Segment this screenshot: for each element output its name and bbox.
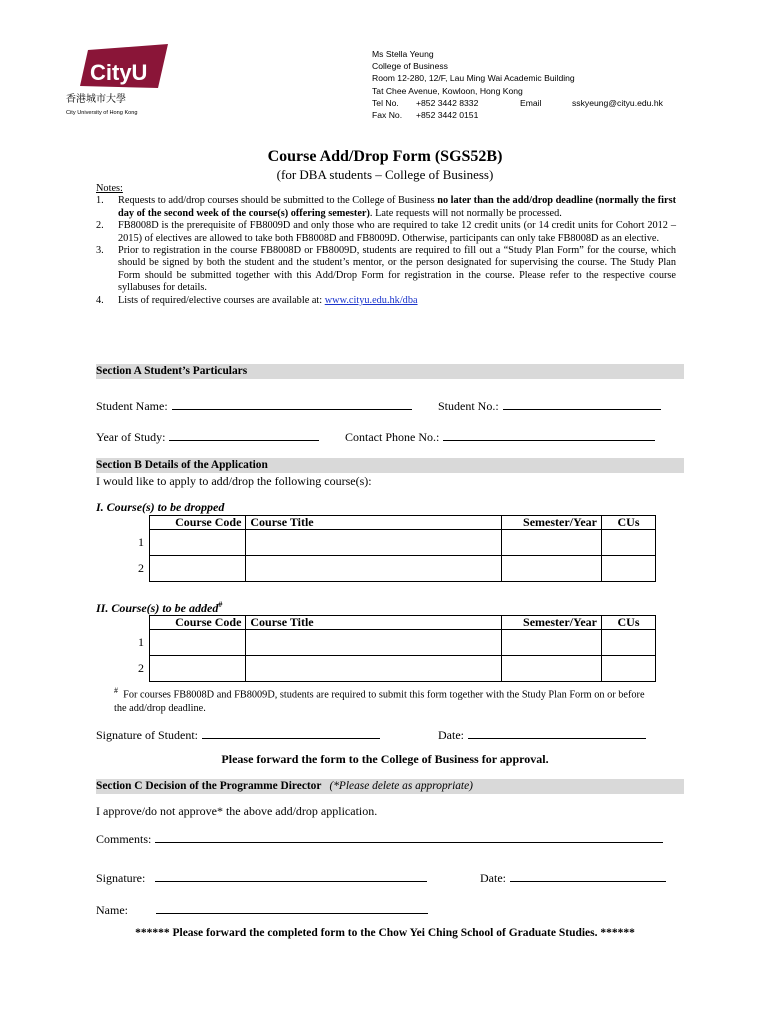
cus-cell[interactable] xyxy=(602,530,656,556)
notes xyxy=(96,183,676,307)
course-code-cell[interactable] xyxy=(150,630,246,656)
email-value[interactable]: sskyeung@cityu.edu.hk xyxy=(572,97,663,108)
added-courses-table xyxy=(114,615,656,682)
row-number: 1 xyxy=(114,630,150,656)
dropped-header-row xyxy=(114,516,656,530)
row-number: 2 xyxy=(114,556,150,582)
student-date-field[interactable]: Date: xyxy=(438,727,646,743)
row-number: 1 xyxy=(114,530,150,556)
table-row xyxy=(114,556,656,582)
pd-name-field[interactable]: Name: xyxy=(96,902,428,918)
semester-year-cell[interactable] xyxy=(502,530,602,556)
col-course-code: Course Code xyxy=(150,516,246,530)
cus-cell[interactable] xyxy=(602,630,656,656)
contact-phone-line[interactable] xyxy=(443,429,655,441)
semester-year-cell[interactable] xyxy=(502,656,602,682)
course-code-cell[interactable] xyxy=(150,656,246,682)
contact-block xyxy=(372,48,663,121)
col-course-title: Course Title xyxy=(246,616,502,630)
note-item-2: 2. FB8008D is the prerequisite of FB8009D and only those who are required to take 12 credit units (or 14 credit units for Cohort 2012 – 2015) of electives are allowed to take both FB8008D and FB8009D. Otherwise, participants can only take FB8008D as an elective. xyxy=(96,220,676,244)
contact-tel-row xyxy=(372,97,663,109)
dba-link[interactable]: www.cityu.edu.hk/dba xyxy=(324,294,418,306)
note-item-1: 1. Requests to add/drop courses should be submitted to the College of Business no later than the add/drop deadline (normally the first day of the second week of the course(s) offering semester). Late requests will not normally be processed. xyxy=(96,195,676,219)
year-of-study-line[interactable] xyxy=(169,429,319,441)
student-no-field[interactable]: Student No.: xyxy=(438,398,661,414)
cityu-logo xyxy=(66,44,174,120)
semester-year-cell[interactable] xyxy=(502,556,602,582)
contact-dept: College of Business xyxy=(372,61,448,72)
contact-fax-row xyxy=(372,109,663,121)
semester-year-cell[interactable] xyxy=(502,630,602,656)
cus-cell[interactable] xyxy=(602,656,656,682)
student-date-line[interactable] xyxy=(468,727,646,739)
email-label: Email xyxy=(520,97,542,108)
fax-value: +852 3442 0151 xyxy=(416,110,479,121)
contact-name: Ms Stella Yeung xyxy=(372,49,434,59)
course-code-cell[interactable] xyxy=(150,556,246,582)
contact-phone-field[interactable]: Contact Phone No.: xyxy=(345,429,655,445)
course-title-cell[interactable] xyxy=(246,630,502,656)
note-item-3: 3. Prior to registration in the course FB8008D or FB8009D, students are required to fill out a “Study Plan Form” for the course, which should be signed by both the student and the student’s mentor, or the person designated for supervising the course. The Study Plan Form should be submitted together with this Add/Drop Form for registration in the course. Please refer to the respective course syllabuses for details. xyxy=(96,245,676,294)
form-subtitle: (for DBA students – College of Business) xyxy=(276,167,494,182)
forward-note: Please forward the form to the College of Business for approval. xyxy=(221,752,549,766)
fax-label: Fax No. xyxy=(372,110,403,121)
pd-name-line[interactable] xyxy=(156,902,428,914)
dropped-heading: I. Course(s) to be dropped xyxy=(96,500,225,514)
section-a-header: Section A Student’s Particulars xyxy=(96,364,684,379)
approve-statement: I approve/do not approve* the above add/drop application. xyxy=(96,804,378,818)
pd-signature-line[interactable] xyxy=(155,870,427,882)
course-code-cell[interactable] xyxy=(150,530,246,556)
table-row xyxy=(114,530,656,556)
course-title-cell[interactable] xyxy=(246,656,502,682)
course-title-cell[interactable] xyxy=(246,530,502,556)
table-row xyxy=(114,630,656,656)
logo-english: City University of Hong Kong xyxy=(66,110,138,116)
cus-cell[interactable] xyxy=(602,556,656,582)
col-course-title: Course Title xyxy=(246,516,502,530)
comments-field[interactable]: Comments: xyxy=(96,831,663,847)
section-c-header: Section C Decision of the Programme Director (*Please delete as appropriate) xyxy=(96,779,684,794)
course-title-cell[interactable] xyxy=(246,556,502,582)
logo-text: CityU xyxy=(90,60,148,85)
student-signature-field[interactable]: Signature of Student: xyxy=(96,727,380,743)
col-cus: CUs xyxy=(602,616,656,630)
contact-address: Tat Chee Avenue, Kowloon, Hong Kong xyxy=(372,85,523,96)
col-cus: CUs xyxy=(602,516,656,530)
student-name-field[interactable]: Student Name: xyxy=(96,398,412,414)
dropped-courses-table xyxy=(114,515,656,582)
row-number: 2 xyxy=(114,656,150,682)
section-b-intro: I would like to apply to add/drop the following course(s): xyxy=(96,474,372,488)
notes-list xyxy=(96,195,676,307)
col-semester-year: Semester/Year xyxy=(502,516,602,530)
section-b-header: Section B Details of the Application xyxy=(96,458,684,473)
pd-date-line[interactable] xyxy=(510,870,666,882)
added-heading: II. Course(s) to be added# xyxy=(96,600,223,615)
notes-heading: Notes: xyxy=(96,183,123,194)
form-title: Course Add/Drop Form (SGS52B) xyxy=(267,148,503,165)
student-name-line[interactable] xyxy=(172,398,412,410)
student-signature-line[interactable] xyxy=(202,727,380,739)
pd-date-field[interactable]: Date: xyxy=(480,870,666,886)
col-course-code: Course Code xyxy=(150,616,246,630)
col-semester-year: Semester/Year xyxy=(502,616,602,630)
logo-chinese: 香港城市大學 xyxy=(66,94,126,105)
final-note: ****** Please forward the completed form to the Chow Yei Ching School of Graduate Studies. ****** xyxy=(135,927,635,939)
contact-room: Room 12-280, 12/F, Lau Ming Wai Academic Building xyxy=(372,73,575,84)
tel-label: Tel No. xyxy=(372,97,399,108)
year-of-study-field[interactable]: Year of Study: xyxy=(96,429,319,445)
added-header-row xyxy=(114,616,656,630)
pd-signature-field[interactable]: Signature: xyxy=(96,870,427,886)
student-no-line[interactable] xyxy=(503,398,661,410)
footnote: # For courses FB8008D and FB8009D, students are required to submit this form together with the Study Plan Form on or before the add/drop deadline. xyxy=(114,686,645,715)
note-item-4: 4. Lists of required/elective courses are available at: www.cityu.edu.hk/dba xyxy=(96,294,418,306)
table-row xyxy=(114,656,656,682)
comments-line[interactable] xyxy=(155,831,663,843)
tel-value: +852 3442 8332 xyxy=(416,97,479,108)
